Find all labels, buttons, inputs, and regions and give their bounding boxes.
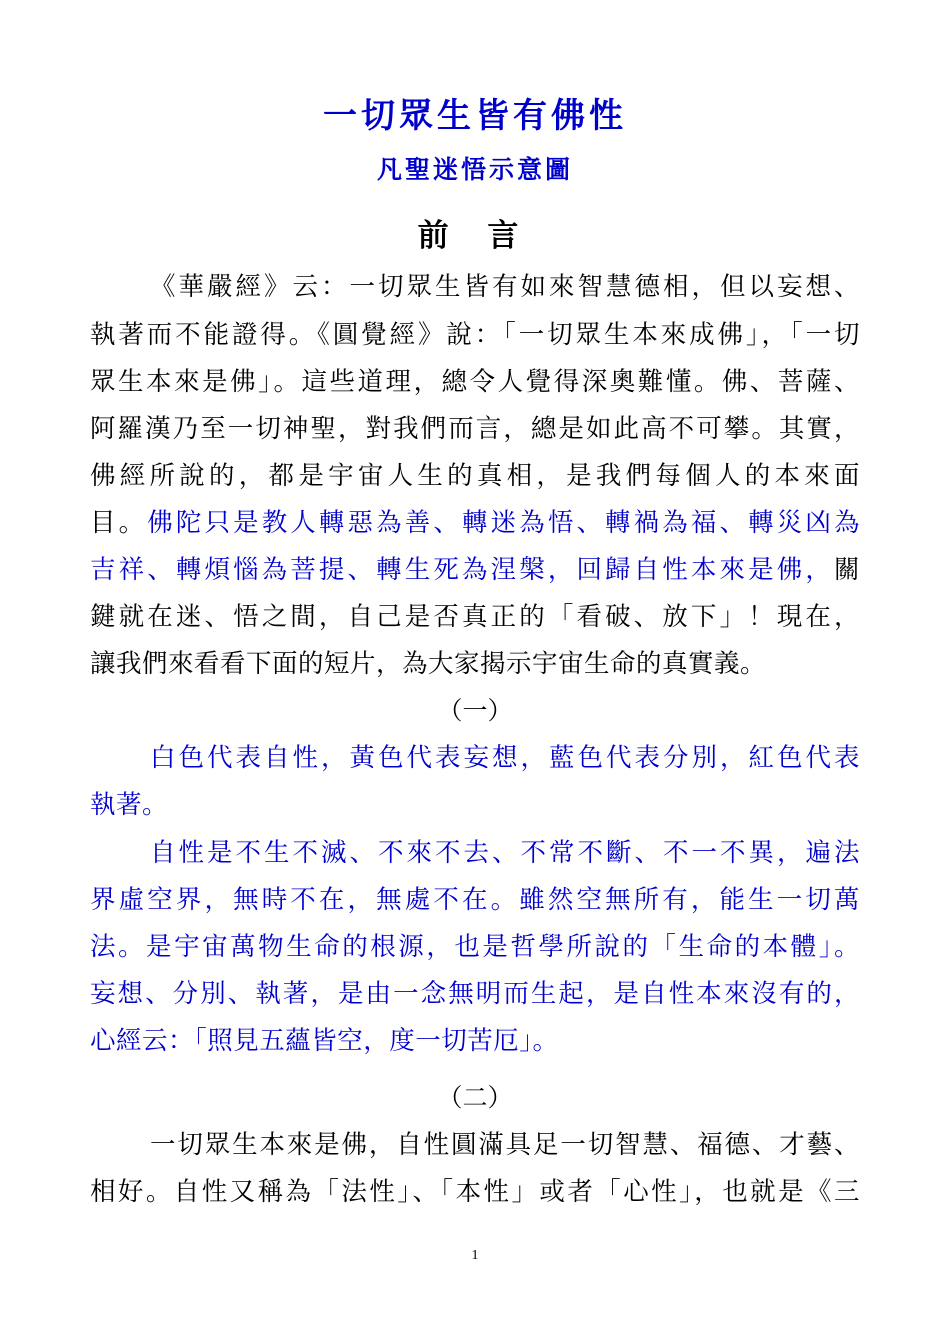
preface-line-3: 眾生本來是佛」。這些道理，總令人覺得深奧難懂。佛、菩薩、 [90, 367, 860, 397]
section-1-para-2-line-4: 妄想、分別、執著，是由一念無明而生起，是自性本來沒有的， [90, 979, 860, 1009]
section-2-line-1: 一切眾生本來是佛，自性圓滿具足一切智慧、福德、才藝、 [150, 1130, 860, 1160]
preface-line-6-black: 目。 [90, 508, 148, 538]
preface-line-5: 佛經所說的，都是宇宙人生的真相，是我們每個人的本來面 [90, 461, 860, 491]
section-1-para-2-line-3: 法。是宇宙萬物生命的根源，也是哲學所說的「生命的本體」。 [90, 932, 860, 962]
preface-line-4: 阿羅漢乃至一切神聖，對我們而言，總是如此高不可攀。其實， [90, 414, 860, 444]
section-1-para-2-line-2: 界虛空界，無時不在，無處不在。雖然空無所有，能生一切萬 [90, 885, 860, 915]
preface-line-2: 執著而不能證得。《圓覺經》說：「一切眾生本來成佛」，「一切 [90, 320, 860, 350]
section-2-heading: （二） [437, 1083, 513, 1112]
section-2-line-2: 相好。自性又稱為「法性」、「本性」或者「心性」，也就是《三 [90, 1177, 860, 1207]
preface-line-1: 《華嚴經》云：一切眾生皆有如來智慧德相，但以妄想、 [150, 272, 860, 302]
preface-line-7 [90, 555, 860, 585]
section-1-heading: （一） [437, 696, 513, 725]
page-title: 一切眾生皆有佛性 [323, 96, 627, 136]
preface-heading: 前 言 [417, 218, 533, 254]
preface-line-7-black: 關 [833, 555, 860, 585]
section-1-para-2-line-1: 自性是不生不滅、不來不去、不常不斷、不一不異，遍法 [150, 838, 860, 868]
section-1-para-1-line-1: 白色代表自性，黃色代表妄想，藍色代表分別，紅色代表 [150, 743, 860, 773]
preface-line-8: 鍵就在迷、悟之間，自己是否真正的「看破、放下」！現在， [90, 602, 860, 632]
preface-line-6 [90, 508, 860, 538]
preface-line-6-blue: 佛陀只是教人轉惡為善、轉迷為悟、轉禍為福、轉災凶為 [147, 508, 860, 538]
preface-line-7-blue: 吉祥、轉煩惱為菩提、轉生死為涅槃，回歸自性本來是佛， [90, 555, 834, 585]
page-number: 1 [471, 1248, 479, 1263]
section-1-para-1-line-2: 執著。 [90, 790, 169, 820]
preface-line-9: 讓我們來看看下面的短片，為大家揭示宇宙生命的真實義。 [90, 649, 767, 679]
section-1-para-2-line-5: 心經云：「照見五蘊皆空，度一切苦厄」。 [90, 1026, 559, 1056]
page-subtitle: 凡聖迷悟示意圖 [376, 155, 573, 184]
